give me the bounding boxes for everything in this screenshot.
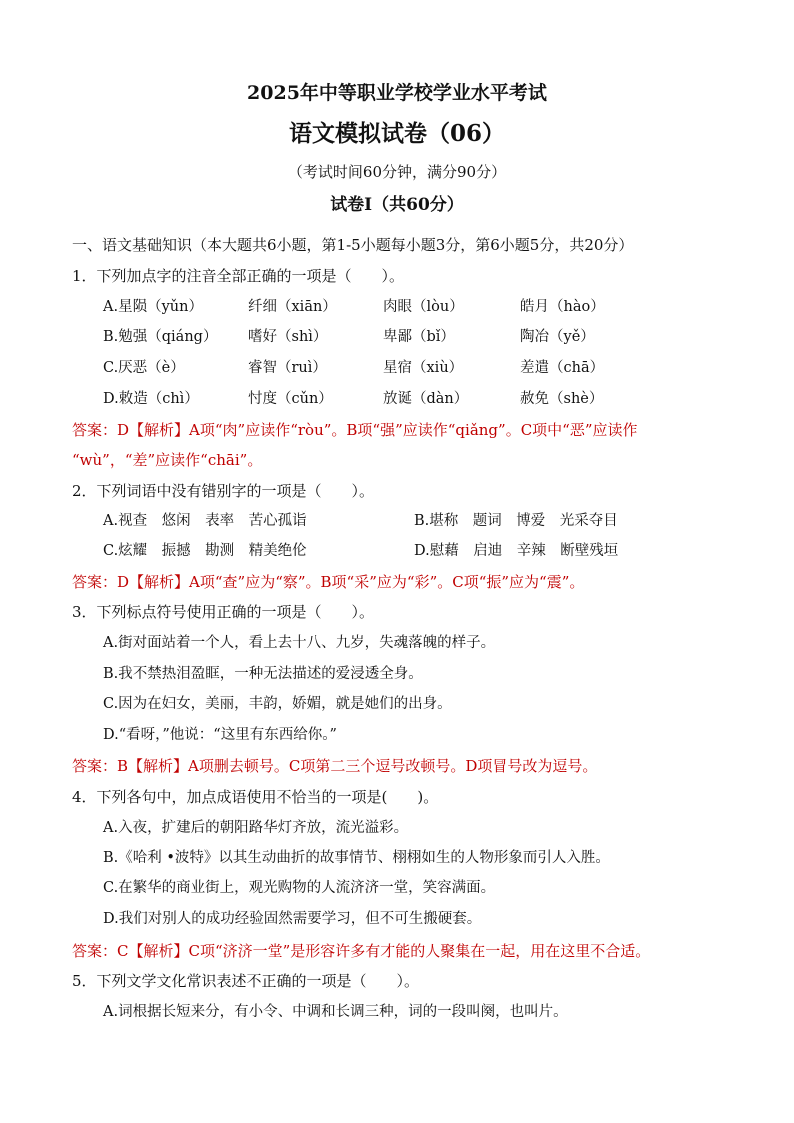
question-5-option-a: A.词根据长短来分，有小令、中调和长调三种，词的一段叫阕，也叫片。 [103, 1004, 568, 1020]
question-2-stem: 2．下列词语中没有错别字的一项是（ ）。 [72, 482, 375, 500]
question-2-option-b: B.堪称 题词 博爱 光采夺目 [414, 513, 618, 529]
question-3-answer: 答案：B【解析】A项删去顿号。C项第二三个逗号改顿号。D项冒号改为逗号。 [72, 757, 598, 775]
question-2-option-d: D.慰藉 启迪 辛辣 断壁残垣 [414, 543, 619, 559]
option-c1: C.厌恶（è） [103, 360, 185, 376]
option-b2: 嗜好（shì） [248, 329, 328, 345]
question-3-option-a: A.街对面站着一个人，看上去十八、九岁，失魂落魄的样子。 [103, 635, 496, 651]
question-3-option-b: B.我不禁热泪盈眶，一种无法描述的爱浸透全身。 [103, 666, 423, 682]
question-4-option-a: A.入夜，扩建后的朝阳路华灯齐放，流光溢彩。 [103, 820, 409, 836]
question-4-answer: 答案：C【解析】C项“济济一堂”是形容许多有才能的人聚集在一起，用在这里不合适。 [72, 942, 651, 960]
section-heading: 一、语文基础知识（本大题共6小题，第1-5小题每小题3分，第6小题5分，共20分） [72, 236, 634, 254]
option-d2: 忖度（cǔn） [248, 391, 333, 407]
question-2-option-a: A.视查 悠闲 表率 苦心孤诣 [103, 513, 307, 529]
option-b4: 陶冶（yě） [520, 329, 595, 345]
option-d1: D.敕造（chì） [103, 391, 199, 407]
question-1-stem: 1．下列加点字的注音全部正确的一项是（ ）。 [72, 267, 405, 285]
question-3-option-d: D.“看呀，”他说：“这里有东西给你。” [103, 727, 337, 743]
question-2-answer: 答案：D【解析】A项“查”应为“察”。B项“采”应为“彩”。C项“振”应为“震”。 [72, 573, 585, 591]
paper-section-title: 试卷Ⅰ（共60分） [330, 195, 464, 215]
question-1-answer: 答案：D【解析】A项“肉”应读作“ròu”。B项“强”应读作“qiǎng”。C项中“恶”应读作 [72, 421, 638, 439]
option-b3: 卑鄙（bǐ） [383, 329, 455, 345]
paper-title: 语文模拟试卷（06） [288, 120, 505, 147]
question-4-option-c: C.在繁华的商业街上，观光购物的人流济济一堂，笑容满面。 [103, 880, 496, 896]
option-c2: 睿智（ruì） [248, 360, 327, 376]
question-1-answer-cont: “wù”，“差”应读作“chāi”。 [72, 451, 263, 469]
question-3-option-c: C.因为在妇女，美丽，丰韵，娇媚，就是她们的出身。 [103, 696, 452, 712]
question-2-option-c: C.炫耀 振撼 勘测 精美绝伦 [103, 543, 307, 559]
option-d3: 放诞（dàn） [383, 391, 469, 407]
option-a2: 纤细（xiān） [248, 299, 337, 315]
option-b1: B.勉强（qiáng） [103, 329, 218, 345]
option-a3: 肉眼（lòu） [383, 299, 464, 315]
option-d4: 赦免（shè） [520, 391, 604, 407]
option-a4: 皓月（hào） [520, 299, 605, 315]
question-3-stem: 3．下列标点符号使用正确的一项是（ ）。 [72, 603, 375, 621]
exam-info: （考试时间60分钟，满分90分） [287, 163, 507, 181]
question-5-stem: 5．下列文学文化常识表述不正确的一项是（ ）。 [72, 972, 420, 990]
option-c4: 差遣（chā） [520, 360, 605, 376]
question-4-stem: 4．下列各句中，加点成语使用不恰当的一项是( )。 [72, 788, 439, 806]
question-4-option-b: B.《哈利 •波特》以其生动曲折的故事情节、栩栩如生的人物形象而引人入胜。 [103, 850, 610, 866]
option-c3: 星宿（xiù） [383, 360, 464, 376]
exam-title: 2025年中等职业学校学业水平考试 [247, 82, 547, 104]
question-4-option-d: D.我们对别人的成功经验固然需要学习，但不可生搬硬套。 [103, 911, 482, 927]
option-a1: A.星陨（yǔn） [103, 299, 203, 315]
